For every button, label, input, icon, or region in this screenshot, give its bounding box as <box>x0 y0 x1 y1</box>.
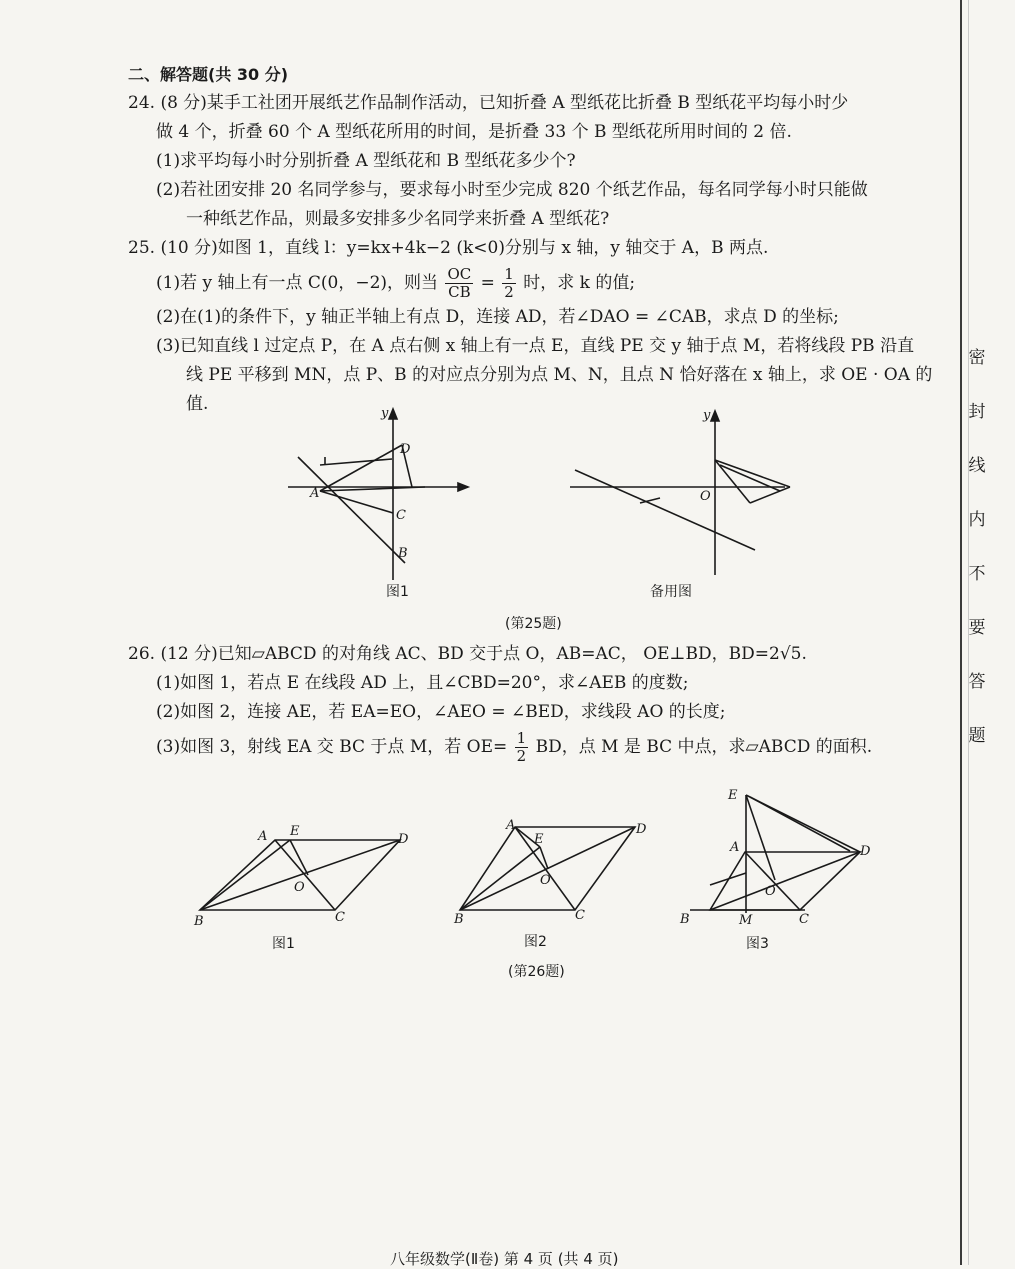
f1-label-C: C <box>335 910 345 925</box>
fraction-numerator: OC <box>447 265 472 283</box>
q26-caption: (第26题) <box>508 964 565 980</box>
q25-part1-text-b: 时，求 k 的值; <box>523 273 636 293</box>
q25-part3-line2: 线 PE 平移到 MN，点 P、B 的对应点分别为点 M、N，且点 N 恰好落在 x 轴上，求 OE · OA 的值. <box>186 365 933 414</box>
f1-label-O: O <box>294 880 305 895</box>
q25-part1 <box>128 263 940 303</box>
q26-part3 <box>128 727 940 767</box>
fraction-numerator: 1 <box>516 729 527 747</box>
question-26 <box>128 640 940 767</box>
q26-fraction-half <box>515 730 529 765</box>
seal-char: 不 <box>968 564 986 584</box>
fig1-label-C: C <box>396 508 406 523</box>
q26-part1: (1)如图 1，若点 E 在线段 AD 上，且∠CBD=20°，求∠AEB 的度数; <box>156 673 689 693</box>
question-24 <box>128 89 940 234</box>
q26-part3-text-b: BD，点 M 是 BC 中点，求▱ABCD 的面积. <box>535 737 873 757</box>
q25-fraction-oc-cb <box>445 266 473 301</box>
fig1-label-B: B <box>398 546 408 561</box>
fraction-numerator: 1 <box>504 265 514 283</box>
f1-label-A: A <box>258 829 268 844</box>
q25-intro: 25. (10 分)如图 1，直线 l：y=kx+4k−2 (k<0)分别与 x 轴，y 轴交于 A，B 两点. <box>128 238 769 258</box>
seal-char: 要 <box>968 618 986 638</box>
f3-label-E: E <box>728 788 738 803</box>
q26-fig2-caption: 图2 <box>524 934 547 950</box>
f3-label-O: O <box>765 884 776 899</box>
exam-content <box>128 60 940 419</box>
fraction-denominator: 2 <box>516 747 527 765</box>
seal-char: 答 <box>968 672 986 692</box>
seal-char: 内 <box>968 510 986 530</box>
f1-label-B: B <box>194 914 204 929</box>
q24-intro-line2: 做 4 个，折叠 60 个 A 型纸花所用的时间，是折叠 33 个 B 型纸花所用时间的 2 倍. <box>156 122 792 142</box>
q25-figures <box>280 405 820 635</box>
seal-notice <box>962 350 992 782</box>
q26-figures-diagram <box>190 785 890 985</box>
q25-backup-caption: 备用图 <box>650 584 692 600</box>
backup-label-y: y <box>703 408 711 423</box>
f2-label-C: C <box>575 908 585 923</box>
seal-char: 密 <box>968 348 986 368</box>
q26-part2: (2)如图 2，连接 AE，若 EA=EO，∠AEO = ∠BED，求线段 AO 的长度; <box>156 702 726 722</box>
f2-label-B: B <box>454 912 464 927</box>
q26-intro: 26. (12 分)已知▱ABCD 的对角线 AC、BD 交于点 O，AB=AC， OE⊥BD，BD=2√5. <box>128 644 807 664</box>
fig1-label-A: A <box>310 486 320 501</box>
f2-label-O: O <box>540 873 551 888</box>
seal-char: 题 <box>968 726 986 746</box>
backup-label-O: O <box>700 489 711 504</box>
q24-part1: (1)求平均每小时分别折叠 A 型纸花和 B 型纸花多少个? <box>156 151 576 171</box>
q26-part3-text-a: (3)如图 3，射线 EA 交 BC 于点 M，若 OE= <box>156 737 508 757</box>
q24-intro-line1: 24. (8 分)某手工社团开展纸艺作品制作活动，已知折叠 A 型纸花比折叠 B 型纸花平均每小时少 <box>128 93 849 113</box>
q25-part2: (2)在(1)的条件下，y 轴正半轴上有点 D，连接 AD，若∠DAO = ∠CAB，求点 D 的坐标; <box>156 307 839 327</box>
section-title: 二、解答题(共 30 分) <box>128 65 289 84</box>
f3-label-M: M <box>739 913 753 928</box>
equals-sign: = <box>480 273 495 293</box>
q25-fig1-caption: 图1 <box>386 584 409 600</box>
f3-label-C: C <box>799 912 809 927</box>
q26-figures <box>190 785 890 985</box>
f2-label-A: A <box>506 818 516 833</box>
f3-label-D: D <box>860 844 871 859</box>
fraction-denominator: CB <box>448 283 471 301</box>
q25-part1-text-a: (1)若 y 轴上有一点 C(0，−2)，则当 <box>156 273 439 293</box>
q25-caption: (第25题) <box>505 616 562 632</box>
q24-part2-line2: 一种纸艺作品，则最多安排多少名同学来折叠 A 型纸花? <box>186 209 610 229</box>
q25-fraction-half <box>502 266 516 301</box>
seal-char: 封 <box>968 402 986 422</box>
seal-char: 线 <box>968 456 986 476</box>
f1-label-D: D <box>398 832 409 847</box>
f3-label-B: B <box>680 912 690 927</box>
q25-part3-line1: (3)已知直线 l 过定点 P，在 A 点右侧 x 轴上有一点 E，直线 PE 交 y 轴于点 M，若将线段 PB 沿直 <box>156 336 915 356</box>
f2-label-E: E <box>534 832 544 847</box>
q25-figure-1-diagram <box>280 405 820 635</box>
fig1-label-y: y <box>381 406 389 421</box>
fig1-label-D: D <box>400 442 411 457</box>
question-25 <box>128 234 940 419</box>
q24-part2-line1: (2)若社团安排 20 名同学参与，要求每小时至少完成 820 个纸艺作品，每名同学每小时只能做 <box>156 180 868 200</box>
q26-fig1-caption: 图1 <box>272 936 295 952</box>
page-footer: 八年级数学(Ⅱ卷) 第 4 页 (共 4 页) <box>390 1250 619 1268</box>
f1-label-E: E <box>290 824 300 839</box>
f2-label-D: D <box>636 822 647 837</box>
fraction-denominator: 2 <box>504 283 514 301</box>
q26-fig3-caption: 图3 <box>746 936 769 952</box>
f3-label-A: A <box>730 840 740 855</box>
